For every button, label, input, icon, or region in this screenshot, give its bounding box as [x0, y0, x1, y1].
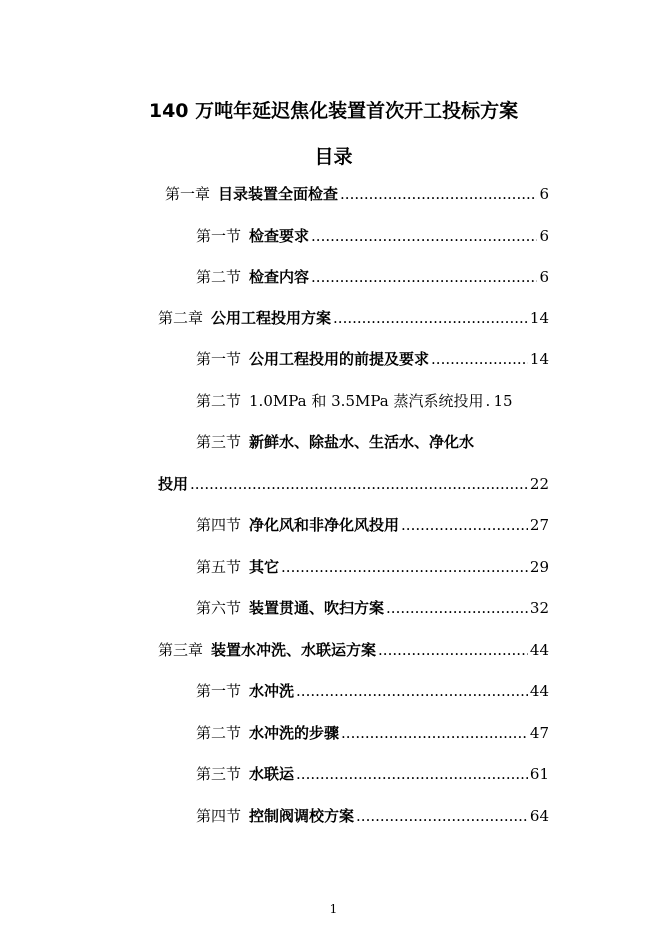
toc-entry-label: 第一章 — [165, 185, 211, 203]
toc-entry-section-2-2[interactable] — [196, 390, 549, 412]
toc-entry-page: 44 — [529, 682, 549, 700]
toc-entry-section-2-3[interactable] — [196, 431, 474, 452]
toc-entry-section-2-5[interactable] — [196, 556, 549, 578]
toc-entry-label: 第三节 — [196, 765, 242, 783]
toc-entry-text: 水冲洗的步骤 — [249, 724, 340, 742]
toc-entry-section-3-4[interactable] — [196, 805, 549, 827]
toc-leader-dots — [190, 475, 528, 493]
toc-entry-text: 控制阀调校方案 — [249, 807, 355, 825]
toc-entry-page: 29 — [529, 558, 549, 576]
toc-entry-page: 14 — [529, 309, 549, 327]
toc-entry-page: 6 — [539, 268, 549, 286]
toc-leader-dots — [356, 807, 528, 825]
toc-leader-dots — [431, 350, 528, 368]
toc-leader-dots — [333, 309, 528, 327]
toc-entry-section-3-1[interactable] — [196, 680, 549, 702]
toc-entry-text: 投用 — [158, 475, 189, 493]
toc-entry-label: 第六节 — [196, 599, 242, 617]
toc-entry-page: 14 — [529, 350, 549, 368]
toc-entry-page: 6 — [539, 185, 549, 203]
toc-entry-text: 装置水冲洗、水联运方案 — [211, 641, 377, 659]
toc-entry-page: 6 — [539, 227, 549, 245]
toc-entry-chapter-2[interactable] — [158, 307, 549, 329]
toc-entry-label: 第一节 — [196, 682, 242, 700]
toc-leader-dots — [386, 599, 528, 617]
toc-leader-dots — [378, 641, 528, 659]
toc-entry-section-3-2[interactable] — [196, 722, 549, 744]
toc-entry-text: 其它 — [249, 558, 280, 576]
toc-entry-page: 32 — [529, 599, 549, 617]
toc-leader-dots — [296, 765, 528, 783]
toc-entry-label: 第二节 — [196, 268, 242, 286]
toc-entry-label: 第三节 — [196, 433, 242, 451]
toc-entry-text: 公用工程投用方案 — [211, 309, 332, 327]
toc-entry-page: 22 — [529, 475, 549, 493]
toc-entry-section-2-3-cont[interactable] — [158, 473, 549, 495]
toc-entry-section-3-3[interactable] — [196, 763, 549, 785]
toc-entry-label: 第二章 — [158, 309, 204, 327]
toc-entry-text: 新鲜水、除盐水、生活水、净化水 — [249, 433, 475, 451]
toc-entry-text: 净化风和非净化风投用 — [249, 516, 400, 534]
toc-leader-dots — [341, 724, 528, 742]
toc-entry-label: 第二节 — [196, 392, 242, 410]
toc-entry-text: 装置贯通、吹扫方案 — [249, 599, 385, 617]
toc-entry-label: 第四节 — [196, 516, 242, 534]
toc-entry-page: 61 — [529, 765, 549, 783]
toc-entry-page: 47 — [529, 724, 549, 742]
toc-entry-label: 第一节 — [196, 227, 242, 245]
toc-entry-text: 公用工程投用的前提及要求 — [249, 350, 430, 368]
toc-entry-text: 水冲洗 — [249, 682, 295, 700]
toc-heading: 目录 — [314, 146, 353, 168]
toc-leader-dots — [401, 516, 528, 534]
toc-entry-text: 水联运 — [249, 765, 295, 783]
toc-entry-label: 第三章 — [158, 641, 204, 659]
toc-entry-section-1-2[interactable] — [196, 266, 549, 288]
page-number: 1 — [329, 902, 338, 916]
toc-entry-chapter-3[interactable] — [158, 639, 549, 661]
toc-entry-section-2-6[interactable] — [196, 597, 549, 619]
toc-entry-text: 目录装置全面检查 — [218, 185, 339, 203]
toc-leader-dots — [281, 558, 528, 576]
toc-entry-label: 第五节 — [196, 558, 242, 576]
toc-entry-label: 第二节 — [196, 724, 242, 742]
toc-entry-section-2-4[interactable] — [196, 514, 549, 536]
toc-entry-section-1-1[interactable] — [196, 225, 549, 247]
toc-entry-text: 检查要求 — [249, 227, 310, 245]
document-title: 140 万吨年延迟焦化装置首次开工投标方案 — [148, 100, 519, 122]
toc-entry-text: 1.0MPa 和 3.5MPa 蒸汽系统投用 — [249, 392, 484, 410]
toc-leader-dots — [296, 682, 528, 700]
toc-entry-page: 64 — [529, 807, 549, 825]
toc-entry-label: 第四节 — [196, 807, 242, 825]
toc-leader-dots — [311, 227, 537, 245]
toc-entry-page: 27 — [529, 516, 549, 534]
toc-leader-dots — [485, 392, 491, 410]
toc-entry-chapter-1[interactable] — [165, 183, 549, 205]
toc-leader-dots — [311, 268, 537, 286]
toc-leader-dots — [340, 185, 537, 203]
toc-entry-page: 15 — [493, 392, 513, 410]
toc-entry-page: 44 — [529, 641, 549, 659]
toc-entry-label: 第一节 — [196, 350, 242, 368]
toc-entry-text: 检查内容 — [249, 268, 310, 286]
toc-entry-section-2-1[interactable] — [196, 348, 549, 370]
